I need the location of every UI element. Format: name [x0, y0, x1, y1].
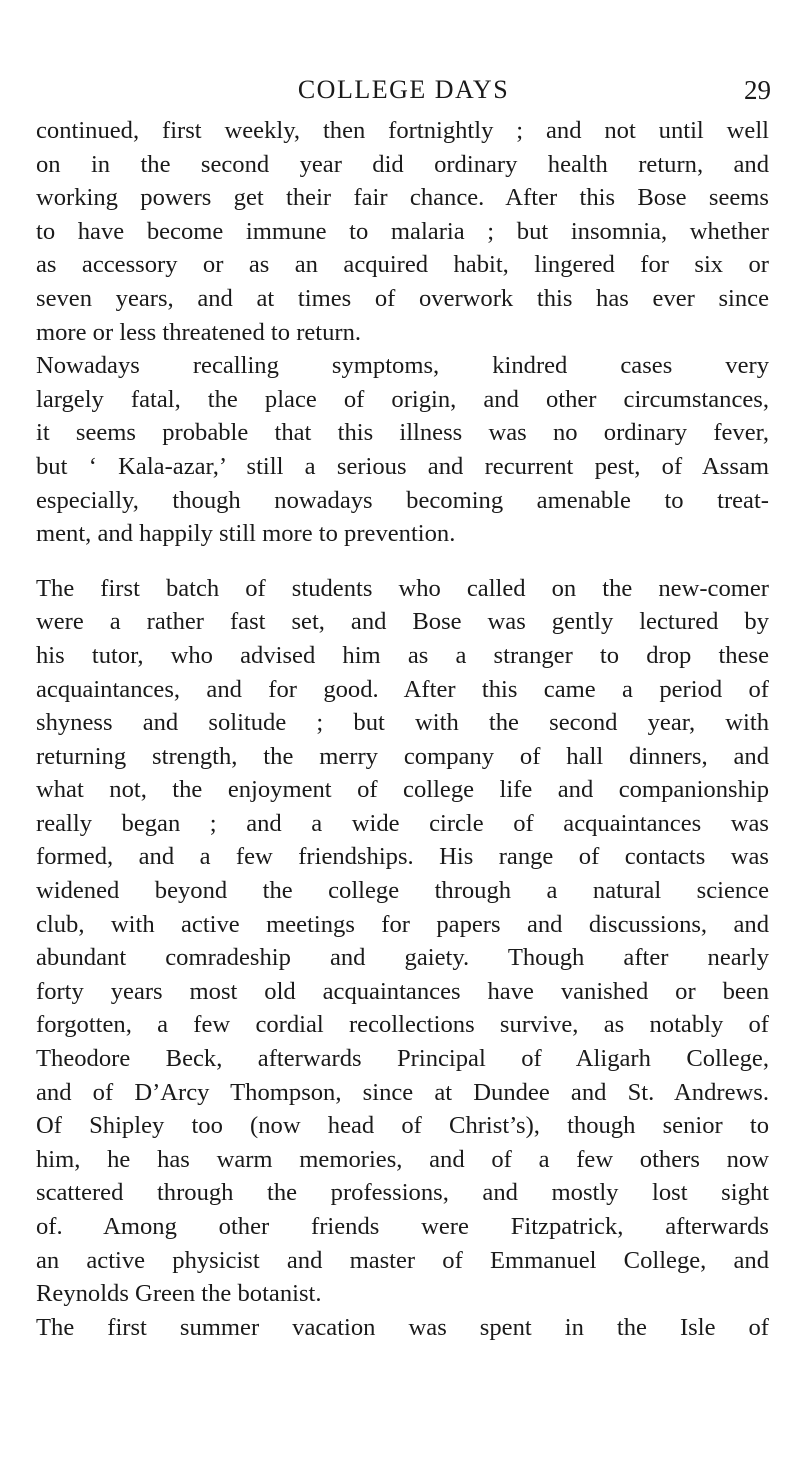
- text-line: Reynolds Green the botanist.: [36, 1280, 322, 1308]
- text-line: widened beyond the college through a natural science: [36, 877, 769, 905]
- text-line: The first batch of students who called on the new-comer: [36, 574, 769, 602]
- paragraph-4: [36, 1311, 769, 1345]
- page-number: 29: [744, 75, 771, 105]
- body-text: [36, 114, 769, 1344]
- text-line: seven years, and at times of overwork this has ever since: [36, 284, 769, 312]
- text-line: Nowadays recalling symptoms, kindred cases very: [36, 352, 769, 380]
- paragraph-2: [36, 349, 769, 551]
- text-line: but ‘ Kala-azar,’ still a serious and recurrent pest, of Assam: [36, 452, 769, 480]
- text-line: an active physicist and master of Emmanuel College, and: [36, 1246, 769, 1274]
- text-line: returning strength, the merry company of hall dinners, and: [36, 742, 769, 770]
- text-line: acquaintances, and for good. After this came a period of: [36, 675, 769, 703]
- text-line: scattered through the professions, and mostly lost sight: [36, 1179, 769, 1207]
- running-title: COLLEGE DAYS: [297, 75, 510, 104]
- text-line: continued, first weekly, then fortnightly ; and not until well: [36, 117, 769, 144]
- text-line: it seems probable that this illness was no ordinary fever,: [36, 419, 769, 447]
- text-line: his tutor, who advised him as a stranger to drop these: [36, 641, 769, 669]
- text-line: The first summer vacation was spent in the Isle of: [36, 1313, 769, 1341]
- text-line: formed, and a few friendships. His range of contacts was: [36, 843, 769, 871]
- text-line: Theodore Beck, afterwards Principal of Aligarh College,: [36, 1045, 769, 1073]
- text-line: working powers get their fair chance. After this Bose seems: [36, 184, 769, 212]
- text-line: as accessory or as an acquired habit, lingered for six or: [36, 251, 769, 279]
- text-line: largely fatal, the place of origin, and other circumstances,: [36, 385, 769, 413]
- text-line: what not, the enjoyment of college life and companionship: [36, 776, 769, 804]
- text-line: shyness and solitude ; but with the second year, with: [36, 709, 769, 737]
- text-line: abundant comradeship and gaiety. Though after nearly: [36, 944, 769, 972]
- text-line: on in the second year did ordinary health return, and: [36, 150, 769, 178]
- paragraph-gap: [36, 551, 769, 572]
- text-line: especially, though nowadays becoming amenable to treat-: [36, 486, 769, 514]
- text-line: forty years most old acquaintances have vanished or been: [36, 977, 769, 1005]
- text-line: club, with active meetings for papers and discussions, and: [36, 910, 769, 938]
- text-line: forgotten, a few cordial recollections survive, as notably of: [36, 1011, 769, 1039]
- text-line: more or less threatened to return.: [36, 318, 362, 346]
- text-line: really began ; and a wide circle of acquaintances was: [36, 809, 769, 837]
- text-line: of. Among other friends were Fitzpatrick, afterwards: [36, 1213, 769, 1240]
- paragraph-3: [36, 572, 769, 1311]
- text-line: and of D’Arcy Thompson, since at Dundee and St. Andrews.: [36, 1078, 769, 1106]
- text-line: Of Shipley too (now head of Christ’s), though senior to: [36, 1112, 769, 1140]
- text-line: to have become immune to malaria ; but insomnia, whether: [36, 217, 769, 245]
- text-line: him, he has warm memories, and of a few others now: [36, 1145, 769, 1173]
- running-head: [36, 74, 771, 114]
- text-line: were a rather fast set, and Bose was gently lectured by: [36, 608, 769, 636]
- paragraph-1: [36, 114, 769, 349]
- text-line: ment, and happily still more to prevention.: [36, 520, 456, 548]
